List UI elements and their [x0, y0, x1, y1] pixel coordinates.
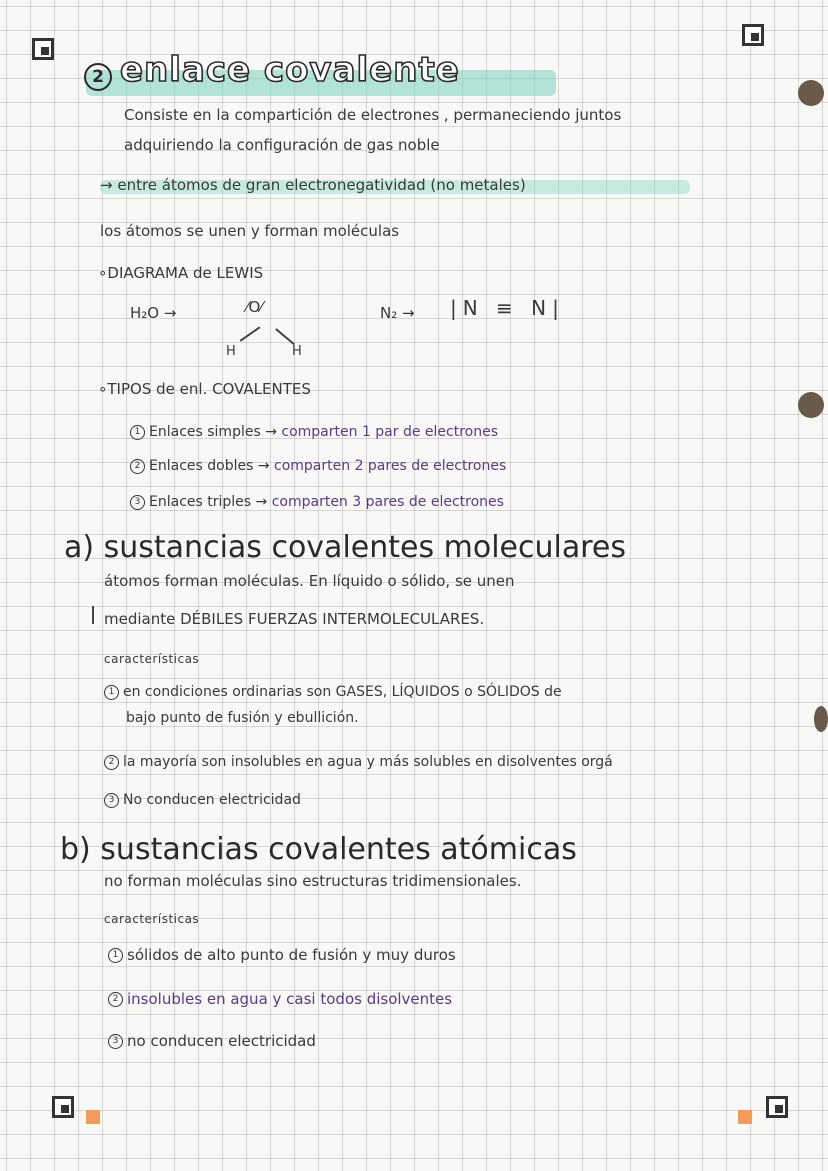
- section-b-item-3: 3 no conducen electricidad: [108, 1032, 316, 1050]
- section-a-caracteristicas: características: [104, 652, 200, 666]
- h2o-label: H₂O →: [130, 304, 177, 322]
- lewis-heading: ∘DIAGRAMA de LEWIS: [98, 264, 264, 282]
- tipos-item-3-number: 3: [130, 495, 145, 510]
- h2o-h-left: H: [226, 344, 236, 359]
- tipos-heading: ∘TIPOS de enl. COVALENTES: [98, 380, 311, 398]
- h2o-h-right: H: [292, 344, 302, 359]
- punch-hole-top-icon: [798, 80, 824, 106]
- section-b-line-1: no forman moléculas sino estructuras tridimensionales.: [104, 872, 522, 890]
- section-a-line-1: átomos forman moléculas. En líquido o sólido, se unen: [104, 572, 515, 590]
- h2o-oxygen: ⁄O⁄: [246, 298, 263, 316]
- tipos-item-1-number: 1: [130, 425, 145, 440]
- orange-square-left-icon: [86, 1110, 100, 1124]
- section-a-line-2: mediante DÉBILES FUERZAS INTERMOLECULARES.: [104, 610, 485, 628]
- punch-hole-middle-icon: [798, 392, 824, 418]
- section-a-item-1-number: 1: [104, 685, 119, 700]
- section-a-item-3-number: 3: [104, 793, 119, 808]
- section-a-margin-mark: [92, 606, 94, 624]
- intro-line-1: Consiste en la compartición de electrones , permaneciendo juntos: [124, 106, 622, 124]
- tipos-item-1: 1 Enlaces simples → comparten 1 par de electrones: [130, 424, 498, 440]
- punch-hole-lower-icon: [814, 706, 828, 732]
- corner-mark-bottom-left-icon: [52, 1096, 74, 1118]
- section-b-caracteristicas: características: [104, 912, 200, 926]
- section-b-item-1: 1 sólidos de alto punto de fusión y muy duros: [108, 946, 456, 964]
- intro-line-2: adquiriendo la configuración de gas noble: [124, 136, 440, 154]
- section-a-item-2: 2 la mayoría son insolubles en agua y más solubles en disolventes orgá: [104, 754, 613, 770]
- section-b-item-2: 2 insolubles en agua y casi todos disolventes: [108, 990, 452, 1008]
- n2-label: N₂ →: [380, 304, 415, 322]
- section-b-heading: b) sustancias covalentes atómicas: [60, 832, 577, 867]
- section-b-marker: b): [60, 832, 91, 867]
- corner-mark-top-right-icon: [742, 24, 764, 46]
- section-a-heading: a) sustancias covalentes moleculares: [64, 530, 626, 565]
- title-number: 2: [84, 63, 112, 91]
- tipos-item-3: 3 Enlaces triples → comparten 3 pares de electrones: [130, 494, 504, 510]
- section-a-item-2-number: 2: [104, 755, 119, 770]
- page-title: 2 enlace covalente: [84, 50, 460, 91]
- section-a-item-1: 1 en condiciones ordinarias son GASES, LÍQUIDOS o SÓLIDOS de: [104, 684, 562, 700]
- tipos-item-2: 2 Enlaces dobles → comparten 2 pares de electrones: [130, 458, 506, 474]
- section-b-item-3-number: 3: [108, 1034, 123, 1049]
- corner-mark-top-left-icon: [32, 38, 54, 60]
- section-a-item-3: 3 No conducen electricidad: [104, 792, 301, 808]
- tipos-item-2-number: 2: [130, 459, 145, 474]
- section-b-item-2-number: 2: [108, 992, 123, 1007]
- section-b-item-1-number: 1: [108, 948, 123, 963]
- corner-mark-bottom-right-icon: [766, 1096, 788, 1118]
- note-nonmetals: → entre átomos de gran electronegatividad (no metales): [100, 176, 526, 194]
- molecules-line: los átomos se unen y forman moléculas: [100, 222, 400, 240]
- orange-square-right-icon: [738, 1110, 752, 1124]
- section-a-marker: a): [64, 530, 95, 565]
- n2-formula: |N ≡ N|: [450, 296, 565, 320]
- section-a-item-1-cont: bajo punto de fusión y ebullición.: [126, 710, 359, 726]
